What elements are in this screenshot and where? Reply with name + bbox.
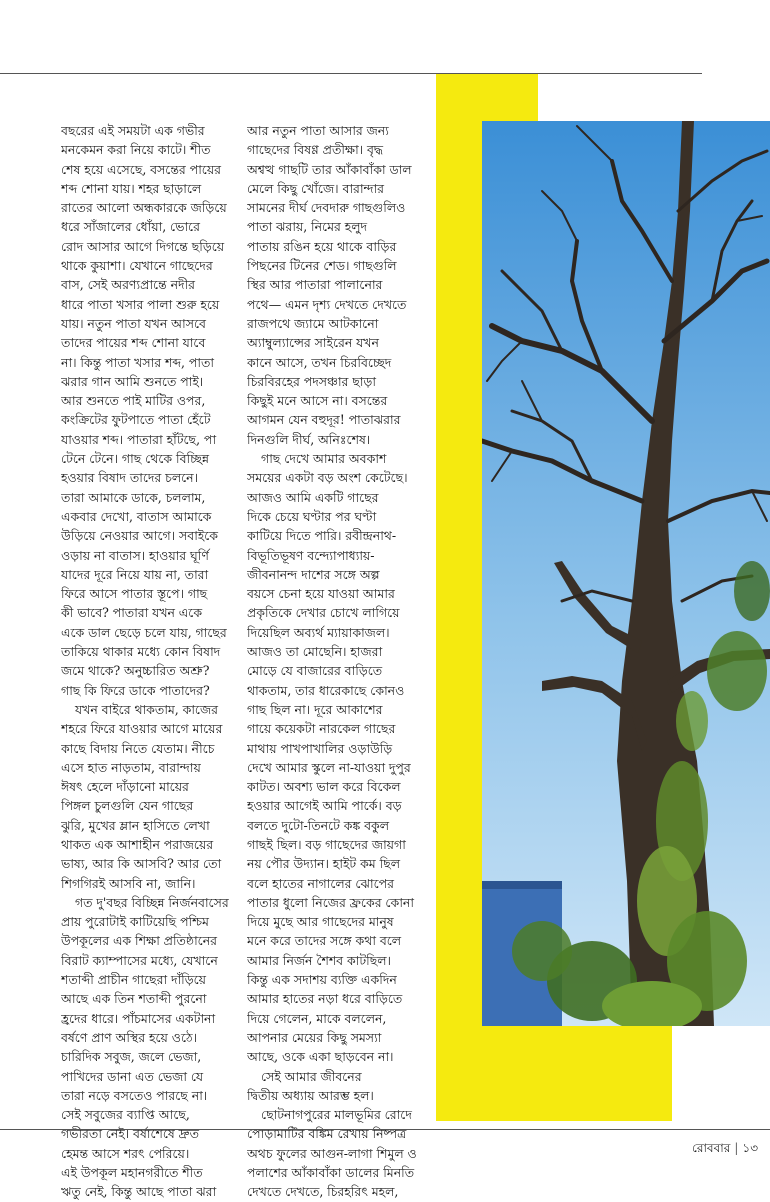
text-line: কানে আসে, তখন চিরবিচ্ছেদ	[247, 354, 392, 370]
text-line: গাছই ছিল। বড় গাছেদের জায়গা	[247, 836, 406, 852]
text-line: চিরবিরহের পদসঞ্চার ছাড়া	[247, 373, 376, 389]
text-line: হ্রদের ধারে। পাঁচমাসের একটানা	[61, 1010, 216, 1026]
text-line: সামনের দীর্ঘ দেবদারু গাছগুলিও	[247, 200, 406, 216]
text-line: দেখতে দেখতে, চিরহরিৎ মহল,	[247, 1184, 399, 1200]
text-line: আগমন যেন বহুদূর! পাতাঝরার	[247, 412, 401, 428]
text-line: সেই সবুজের ব্যাপ্তি আছে,	[61, 1107, 190, 1123]
bottom-rule	[0, 1129, 770, 1130]
text-line: তাকিয়ে থাকার মধ্যে কোন বিষাদ	[61, 644, 221, 660]
text-line: কাটিয়ে দিতে পারি। রবীন্দ্রনাথ-	[247, 528, 396, 544]
text-line: জীবনানন্দ দাশের সঙ্গে অল্প	[247, 566, 380, 582]
text-line: নয় পৌর উদ্যান। হাইট কম ছিল	[247, 856, 400, 872]
text-line: ছোটনাগপুরের মালভূমির রোদে	[261, 1107, 412, 1123]
text-line: যাদের দূরে নিয়ে যায় না, তারা	[61, 566, 209, 582]
text-line: আজও তা মোছেনি। হাজরা	[247, 644, 383, 660]
text-line: বয়সে চেনা হয়ে যাওয়া আমার	[247, 586, 395, 602]
text-line: ঋতু নেই, কিন্তু আছে পাতা ঝরা	[61, 1184, 217, 1200]
text-line: মনকেমন করা নিয়ে কাটে। শীত	[61, 142, 211, 158]
text-line: গাছেদের বিষণ্ণ প্রতীক্ষা। বৃদ্ধ	[247, 142, 384, 158]
page-footer	[692, 1140, 758, 1160]
text-line: মেলে কিছু খোঁজে। বারান্দার	[247, 180, 384, 196]
text-line: টেনে টেনে। গাছ থেকে বিচ্ছিন্ন	[61, 451, 210, 467]
text-line: ভাষ্য, আর কি আসবি? আর তো	[61, 856, 222, 872]
text-line: বিভূতিভূষণ বন্দ্যোপাধ্যায়-	[247, 547, 375, 563]
text-line: শব্দ শোনা যায়। শহর ছাড়ালে	[61, 180, 202, 196]
text-line: উপকূলের এক শিক্ষা প্রতিষ্ঠানের	[61, 933, 217, 949]
text-line: গভীরতা নেই। বর্ষাশেষে দ্রুত	[61, 1126, 200, 1142]
text-line: ঝুরি, মুখের ম্লান হাসিতে লেখা	[61, 817, 210, 833]
text-line: ধারে পাতা খসার পালা শুরু হয়ে	[61, 296, 220, 312]
text-line: গাছ ছিল না। দূরে আকাশের	[247, 701, 383, 717]
text-line: সময়ের একটা বড় অংশ কেটেছে।	[247, 470, 408, 486]
text-line: কিন্তু এক সদাশয় ব্যক্তি একদিন	[247, 972, 397, 988]
text-line: জমে থাকে? অনুচ্চারিত অশ্রু?	[61, 663, 210, 679]
text-line: পিছনের টিনের শেড। গাছগুলি	[247, 258, 397, 274]
text-line: গাছ দেখে আমার অবকাশ	[261, 451, 387, 467]
text-line: গাছ কি ফিরে ডাকে পাতাদের?	[61, 682, 210, 698]
text-line: রোদ আসার আগে দিগন্তে ছড়িয়ে	[61, 238, 225, 254]
text-line: যখন বাইরে থাকতাম, কাজের	[75, 701, 218, 717]
text-line: দিয়ে মুছে আর গাছেদের মানুষ	[247, 914, 394, 930]
text-line: দিকে চেয়ে ঘণ্টার পর ঘণ্টা	[247, 508, 377, 524]
text-line: কী ভাবে? পাতারা যখন একে	[61, 605, 203, 621]
article-column-middle	[247, 121, 459, 1202]
text-line: হওয়ার আগেই আমি পার্কে। বড়	[247, 798, 402, 814]
text-line: আমার নির্জন শৈশব কাটছিল।	[247, 952, 391, 968]
text-line: যাওয়ার শব্দ। পাতারা হাঁটছে, পা	[61, 431, 216, 447]
text-line: কাছে বিদায় নিতে যেতাম। নীচে	[61, 740, 215, 756]
text-line: মাথায় পাখপাখালির ওড়াউড়ি	[247, 740, 393, 756]
text-line: এই উপকূল মহানগরীতে শীত	[61, 1165, 203, 1181]
text-line: শতাব্দী প্রাচীন গাছেরা দাঁড়িয়ে	[61, 972, 206, 988]
text-line: রাতের আলো অন্ধকারকে জড়িয়ে	[61, 200, 227, 216]
text-line: হওয়ার বিষাদ তাদের চলনে।	[61, 470, 198, 486]
text-line: বাস, সেই অরণ্যপ্রান্তে নদীর	[61, 277, 195, 293]
yellow-accent-bottom	[482, 1026, 672, 1121]
text-line: দেখে আমার স্কুলে না-যাওয়া দুপুর	[247, 759, 411, 775]
text-line: আজও আমি একটি গাছের	[247, 489, 379, 505]
text-line: পাতা ঝরায়, নিমের হলুদ	[247, 219, 368, 235]
text-line: উড়িয়ে নেওয়ার আগে। সবাইকে	[61, 528, 218, 544]
text-line: বর্ষণে প্রাণ অস্থির হয়ে ওঠে।	[61, 1029, 198, 1045]
text-line: দিনগুলি দীর্ঘ, অনিঃশেষ।	[247, 431, 371, 447]
text-line: দিয়ে গেলেন, মাকে বললেন,	[247, 1010, 387, 1026]
text-line: অ্যাম্বুল্যান্সের সাইরেন যখন	[247, 335, 379, 351]
text-line: বিরাট ক্যাম্পাসের মধ্যে, যেখানে	[61, 952, 218, 968]
text-line: সেই আমার জীবনের	[261, 1068, 362, 1084]
text-line: পাতায় রঙিন হয়ে থাকে বাড়ির	[247, 238, 397, 254]
text-line: কাটত। অবশ্য ভাল করে বিকেল	[247, 779, 401, 795]
top-rule	[0, 73, 702, 74]
text-line: পাতার ধুলো নিজের ফ্রকের কোনা	[247, 894, 414, 910]
text-line: পথে— এমন দৃশ্য দেখতে দেখতে	[247, 296, 407, 312]
text-line: শহরে ফিরে যাওয়ার আগে মায়ের	[61, 721, 223, 737]
text-line: প্রায় পুরোটাই কাটিয়েছি পশ্চিম	[61, 914, 209, 930]
text-line: তারা নড়ে বসতেও পারছে না।	[61, 1087, 208, 1103]
text-line: হেমন্ত আসে শরৎ পেরিয়ে।	[61, 1145, 190, 1161]
text-line: ঝরার গান আমি শুনতে পাই।	[61, 373, 204, 389]
text-line: দিয়েছিল অব্যর্থ ম্যায়াকাজল।	[247, 624, 390, 640]
text-line: থাকতাম, তার ধারেকাছে কোনও	[247, 682, 405, 698]
text-line: কিছুই মনে আসে না। বসন্তের	[247, 393, 388, 409]
text-line: অশ্বত্থ গাছটি তার আঁকাবাঁকা ডাল	[247, 161, 412, 177]
text-line: পিঙ্গল চুলগুলি যেন গাছের	[61, 798, 194, 814]
text-line: স্থির আর পাতারা পালানোর	[247, 277, 383, 293]
text-line: একবার দেখো, বাতাস আমাকে	[61, 508, 212, 524]
text-line: ওড়ায় না বাতাস। হাওয়ার ঘূর্ণি	[61, 547, 209, 563]
page-number: ১৩	[742, 1141, 758, 1155]
yellow-accent-top	[436, 74, 538, 121]
tree-photo	[482, 121, 770, 1026]
text-line: শেষ হয়ে এসেছে, বসন্তের পায়ের	[61, 161, 221, 177]
text-line: তাদের পায়ের শব্দ শোনা যাবে	[61, 335, 206, 351]
text-line: গায়ে কয়েকটা নারকেল গাছের	[247, 721, 396, 737]
text-line: বছরের এই সময়টা এক গভীর	[61, 123, 205, 138]
article-column-left	[61, 121, 273, 1202]
tree-illustration	[482, 121, 770, 1026]
text-line: পলাশের আঁকাবাঁকা ডালের মিনতি	[247, 1165, 415, 1181]
text-line: দ্বিতীয় অধ্যায় আরম্ভ হল।	[247, 1087, 374, 1103]
folio-separator: |	[734, 1141, 739, 1155]
text-line: পাখিদের ডানা এত ভেজা যে	[61, 1068, 204, 1084]
text-line: আছে এক তিন শতাব্দী পুরনো	[61, 991, 207, 1007]
text-line: বলে হাতের নাগালের ঝোপের	[247, 875, 394, 891]
text-line: অথচ ফুলের আগুন-লাগা শিমুল ও	[247, 1145, 417, 1161]
publication-name: রোববার	[691, 1141, 731, 1155]
text-line: ঈষৎ হেলে দাঁড়ানো মায়ের	[61, 779, 189, 795]
text-line: তারা আমাকে ডাকে, চললাম,	[61, 489, 206, 505]
text-line: আপনার মেয়ের কিছু সমস্যা	[247, 1029, 382, 1045]
text-line: না। কিন্তু পাতা খসার শব্দ, পাতা	[61, 354, 214, 370]
text-line: আর নতুন পাতা আসার জন্য	[247, 123, 389, 138]
text-line: গত দু'বছর বিচ্ছিন্ন নির্জনবাসের	[75, 894, 229, 910]
text-line: কংক্রিটের ফুটপাতে পাতা হেঁটে	[61, 412, 211, 428]
text-line: একে ডাল ছেড়ে চলে যায়, গাছের	[61, 624, 227, 640]
text-line: বলতে দুটো-তিনটে কঙ্ক বকুল	[247, 817, 390, 833]
text-line: আছে, ওকে একা ছাড়বেন না।	[247, 1049, 394, 1065]
text-line: ফিরে আসে পাতার স্তূপে। গাছ	[61, 586, 208, 602]
text-line: আর শুনতে পাই মাটির ওপর,	[61, 393, 206, 409]
yellow-accent-side	[436, 121, 482, 1121]
text-line: যায়। নতুন পাতা যখন আসবে	[61, 315, 206, 331]
text-line: রাজপথে জ্যামে আটকানো	[247, 315, 379, 331]
text-line: চারিদিক সবুজ, জলে ভেজা,	[61, 1049, 202, 1065]
text-line: এসে হাত নাড়তাম, বারান্দায়	[61, 759, 201, 775]
text-line: ধরে সাঁজালের ধোঁয়া, ভোরে	[61, 219, 200, 235]
text-line: মনে করে তাদের সঙ্গে কথা বলে	[247, 933, 402, 949]
text-line: থাকত এক আশাহীন পরাজয়ের	[61, 836, 214, 852]
text-line: প্রকৃতিকে দেখার চোখে লাগিয়ে	[247, 605, 400, 621]
text-line: আমার হাতের নড়া ধরে বাড়িতে	[247, 991, 403, 1007]
text-line: শিগগিরই আসবি না, জানি।	[61, 875, 196, 891]
text-line: পোড়ামাটির বঙ্কিম রেখায় নিষ্পত্র	[247, 1126, 407, 1142]
text-line: থাকে কুয়াশা। যেখানে গাছেদের	[61, 258, 213, 274]
text-line: মোড়ে যে বাজারের বাড়িতে	[247, 663, 383, 679]
